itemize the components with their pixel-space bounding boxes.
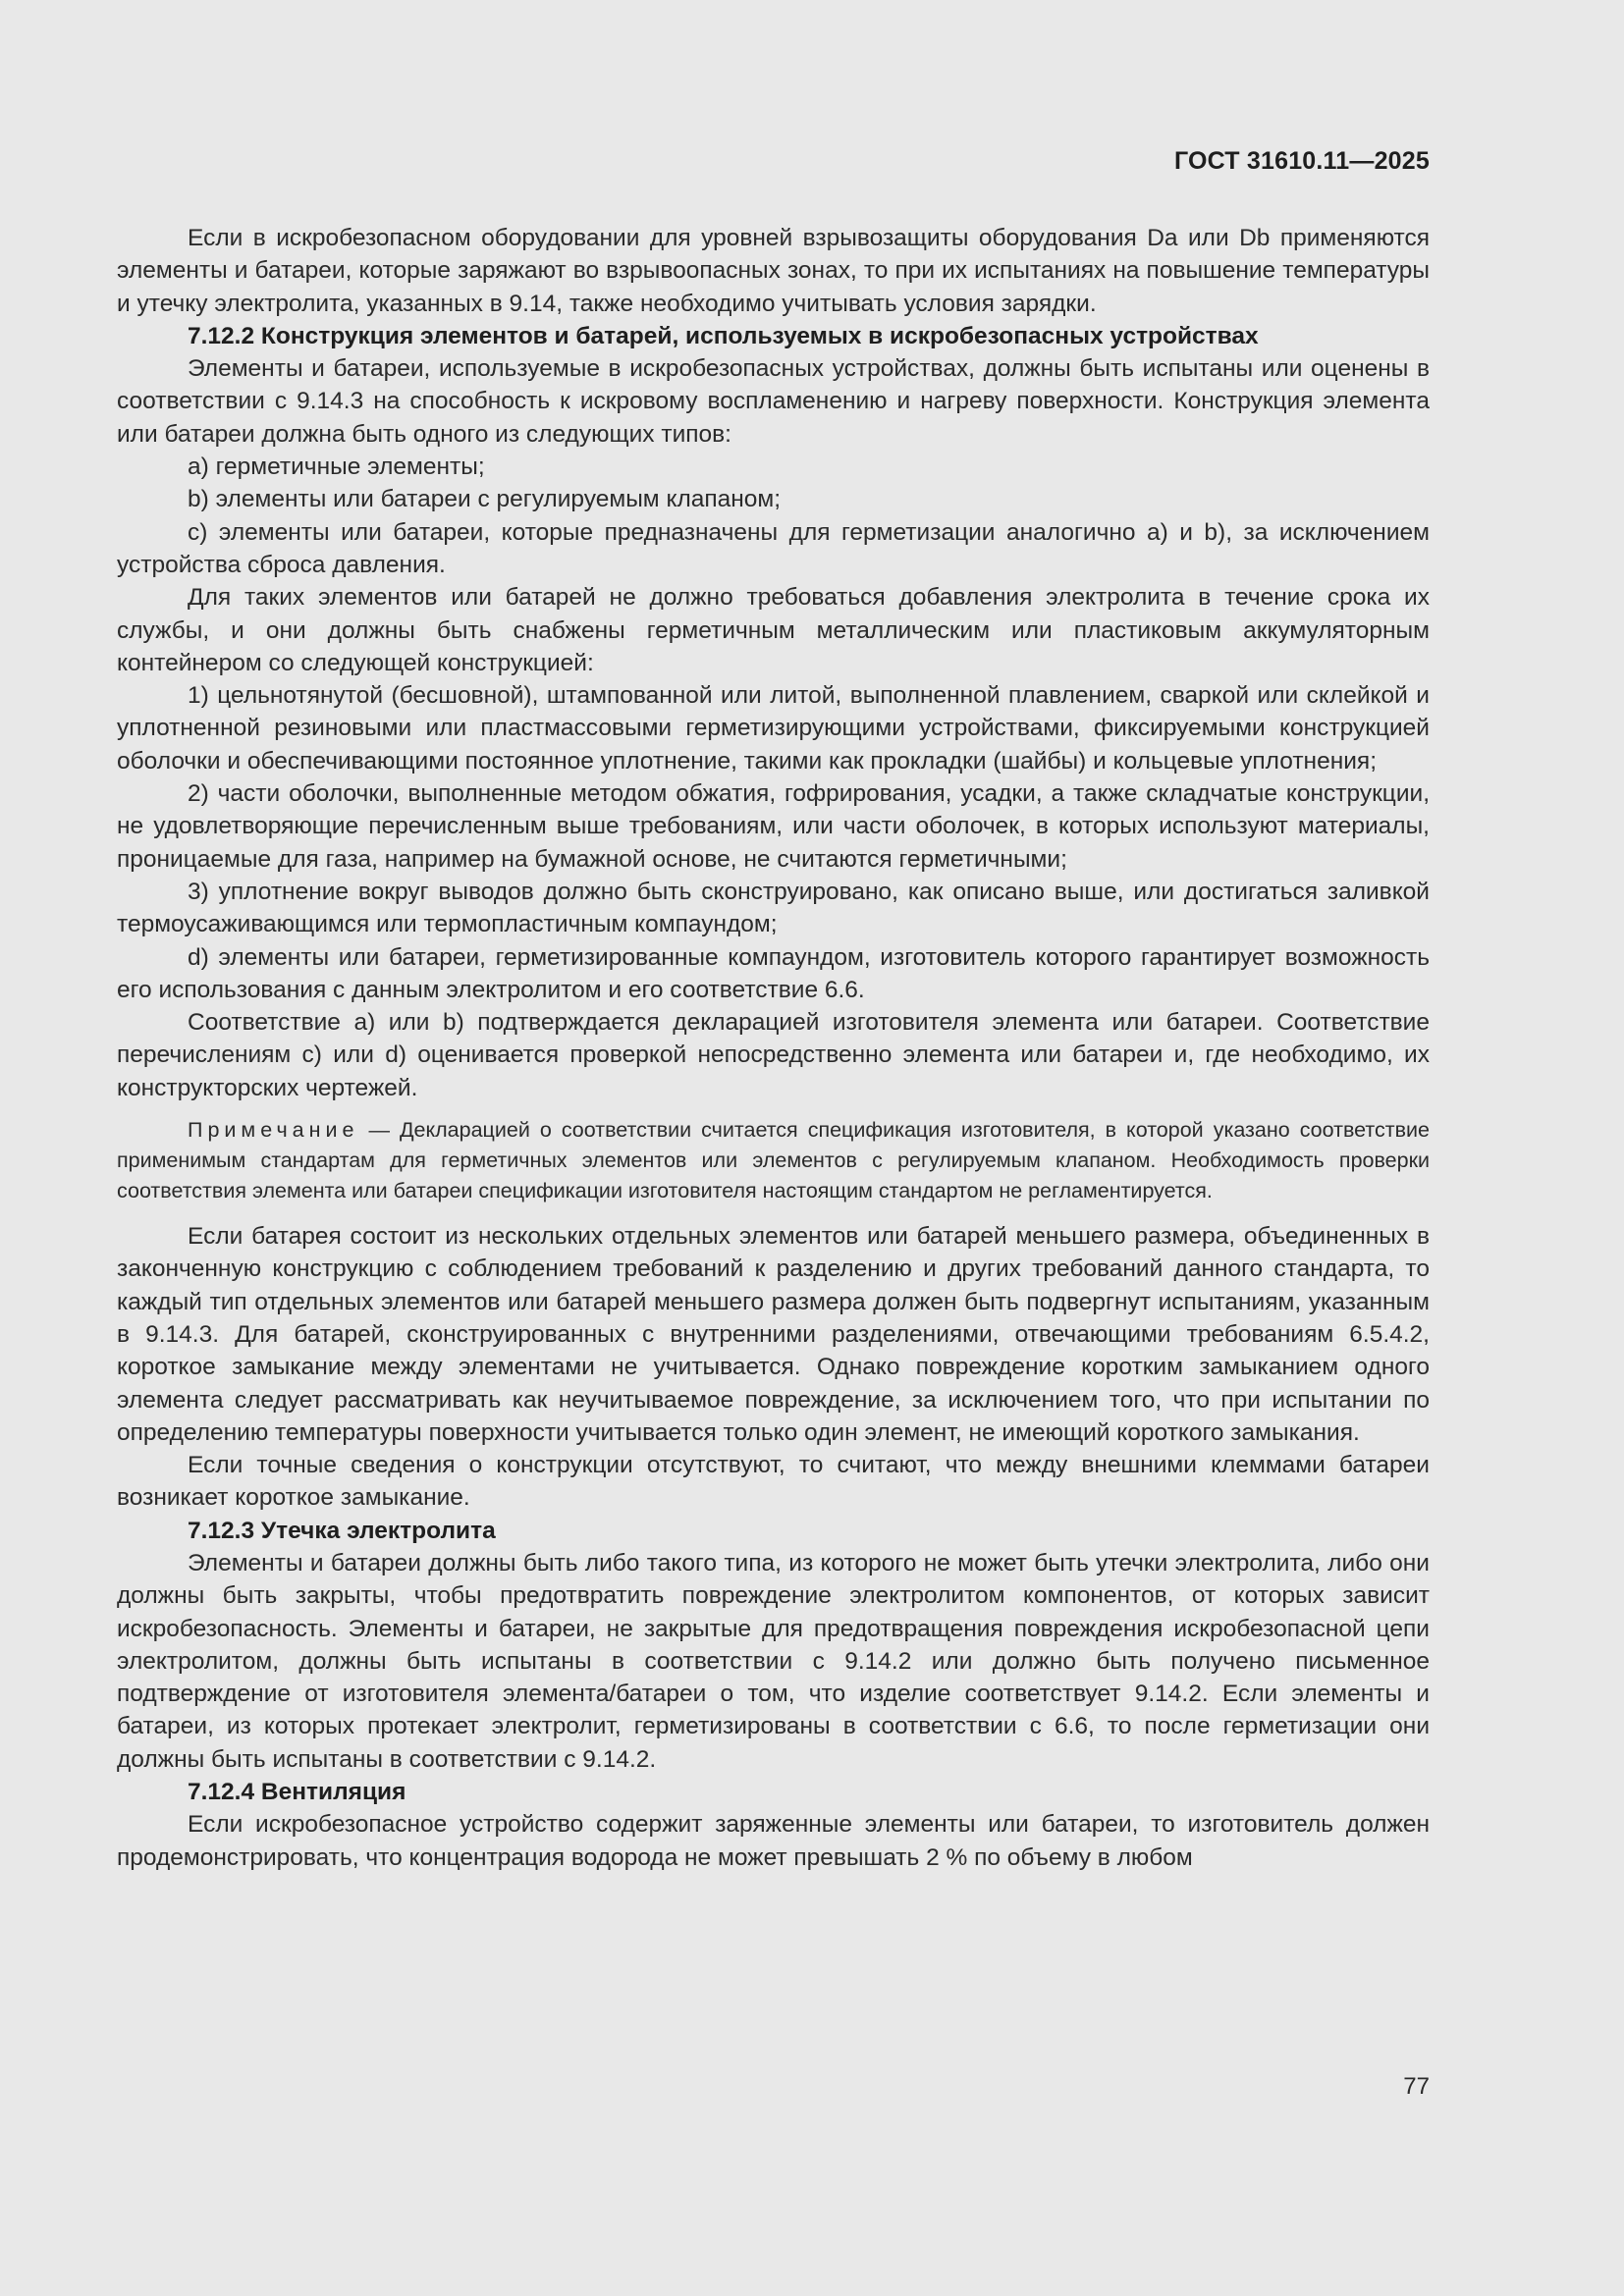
list-item-a: a) герметичные элементы;	[188, 454, 485, 481]
note-label: Примечание	[188, 1118, 359, 1143]
section-heading-7-12-2: 7.12.2 Конструкция элементов и батарей, используемых в искробезопасных устройствах	[188, 322, 1259, 349]
note-block	[117, 1115, 1430, 1206]
list-item-2: 2) части оболочки, выполненные методом обжатия, гофрирования, усадки, а также складчатые конструкции, не удовлетворяющие перечисленным выше требованиям, или части оболочек, в которых используют материалы, проницаемые для газа, например на бумажной основе, не считаются герметичными;	[117, 780, 1430, 873]
paragraph-charging-conditions: Если в искробезопасном оборудовании для уровней взрывозащиты оборудования Da или Db применяются элементы и батареи, которые заряжают во взрывоопасных зонах, то при их испытаниях на повышение температуры и утечку электролита, указанных в 9.14, также необходимо учитывать условия зарядки.	[117, 225, 1430, 317]
section-heading-7-12-4: 7.12.4 Вентиляция	[188, 1779, 406, 1806]
paragraph-battery-assembly: Если батарея состоит из нескольких отдельных элементов или батарей меньшего размера, объединенных в законченную конструкцию с соблюдением требований к разделению и других требований данного стандарта, то каждый тип отдельных элементов или батарей меньшего размера должен быть подвергнут испытаниям, указанным в 9.14.3. Для батарей, сконструированных с внутренними разделениями, отвечающими требованиям 6.5.4.2, короткое замыкание между элементами не учитывается. Однако повреждение коротким замыканием одного элемента следует рассматривать как неучитываемое повреждение, за исключением того, что при испытании по определению температуры поверхности учитывается только один элемент, не имеющий короткого замыкания.	[117, 1223, 1430, 1446]
list-item-d: d) элементы или батареи, герметизированные компаундом, изготовитель которого гарантирует возможность его использования с данным электролитом и его соответствие 6.6.	[117, 943, 1430, 1003]
note-text: — Декларацией о соответствии считается спецификация изготовителя, в которой указано соответствие применимым стандартам для герметичных элементов или элементов с регулируемым клапаном. Необходимость проверки соответствия элемента или батареи спецификации изготовителя настоящим стандартом не регламентируется.	[117, 1118, 1430, 1203]
paragraph-cell-construction: Элементы и батареи, используемые в искробезопасных устройствах, должны быть испытаны или оценены в соответствии с 9.14.3 на способность к искровому воспламенению и нагреву поверхности. Конструкция элемента или батареи должна быть одного из следующих типов:	[117, 355, 1430, 448]
list-item-b: b) элементы или батареи с регулируемым клапаном;	[188, 486, 782, 513]
paragraph-electrolyte-requirement: Для таких элементов или батарей не должно требоваться добавления электролита в течение срока их службы, и они должны быть снабжены герметичным металлическим или пластиковым аккумуляторным контейнером со следующей конструкцией:	[117, 584, 1430, 676]
paragraph-ventilation: Если искробезопасное устройство содержит заряженные элементы или батареи, то изготовитель должен продемонстрировать, что концентрация водорода не может превышать 2 % по объему в любом	[117, 1811, 1430, 1871]
document-body	[117, 222, 1430, 1874]
paragraph-short-circuit: Если точные сведения о конструкции отсутствуют, то считают, что между внешними клеммами батареи возникает короткое замыкание.	[117, 1452, 1430, 1512]
page-number: 77	[1403, 2073, 1430, 2100]
paragraph-conformity: Соответствие a) или b) подтверждается декларацией изготовителя элемента или батареи. Соответствие перечислениям c) или d) оценивается проверкой непосредственно элемента или батареи и, где необходимо, их конструкторских чертежей.	[117, 1009, 1430, 1101]
paragraph-electrolyte-leakage: Элементы и батареи должны быть либо такого типа, из которого не может быть утечки электролита, либо они должны быть закрыты, чтобы предотвратить повреждение электролитом компонентов, от которых зависит искробезопасность. Элементы и батареи, не закрытые для предотвращения повреждения искробезопасной цепи электролитом, должны быть испытаны в соответствии с 9.14.2 или должно быть получено письменное подтверждение от изготовителя элемента/батареи о том, что изделие соответствует 9.14.2. Если элементы и батареи, из которых протекает электролит, герметизированы в соответствии с 6.6, то после герметизации они должны быть испытаны в соответствии с 9.14.2.	[117, 1549, 1430, 1773]
list-item-3: 3) уплотнение вокруг выводов должно быть сконструировано, как описано выше, или достигаться заливкой термоусаживающимся или термопластичным компаундом;	[117, 878, 1430, 938]
section-heading-7-12-3: 7.12.3 Утечка электролита	[188, 1517, 496, 1544]
list-item-1: 1) цельнотянутой (бесшовной), штампованной или литой, выполненной плавлением, сваркой или склейкой и уплотненной резиновыми или пластмассовыми герметизирующими устройствами, фиксируемыми конструкцией оболочки и обеспечивающими постоянное уплотнение, такими как прокладки (шайбы) и кольцевые уплотнения;	[117, 682, 1430, 774]
list-item-c: c) элементы или батареи, которые предназначены для герметизации аналогично a) и b), за исключением устройства сброса давления.	[117, 518, 1430, 578]
document-header-id: ГОСТ 31610.11—2025	[1173, 147, 1430, 175]
